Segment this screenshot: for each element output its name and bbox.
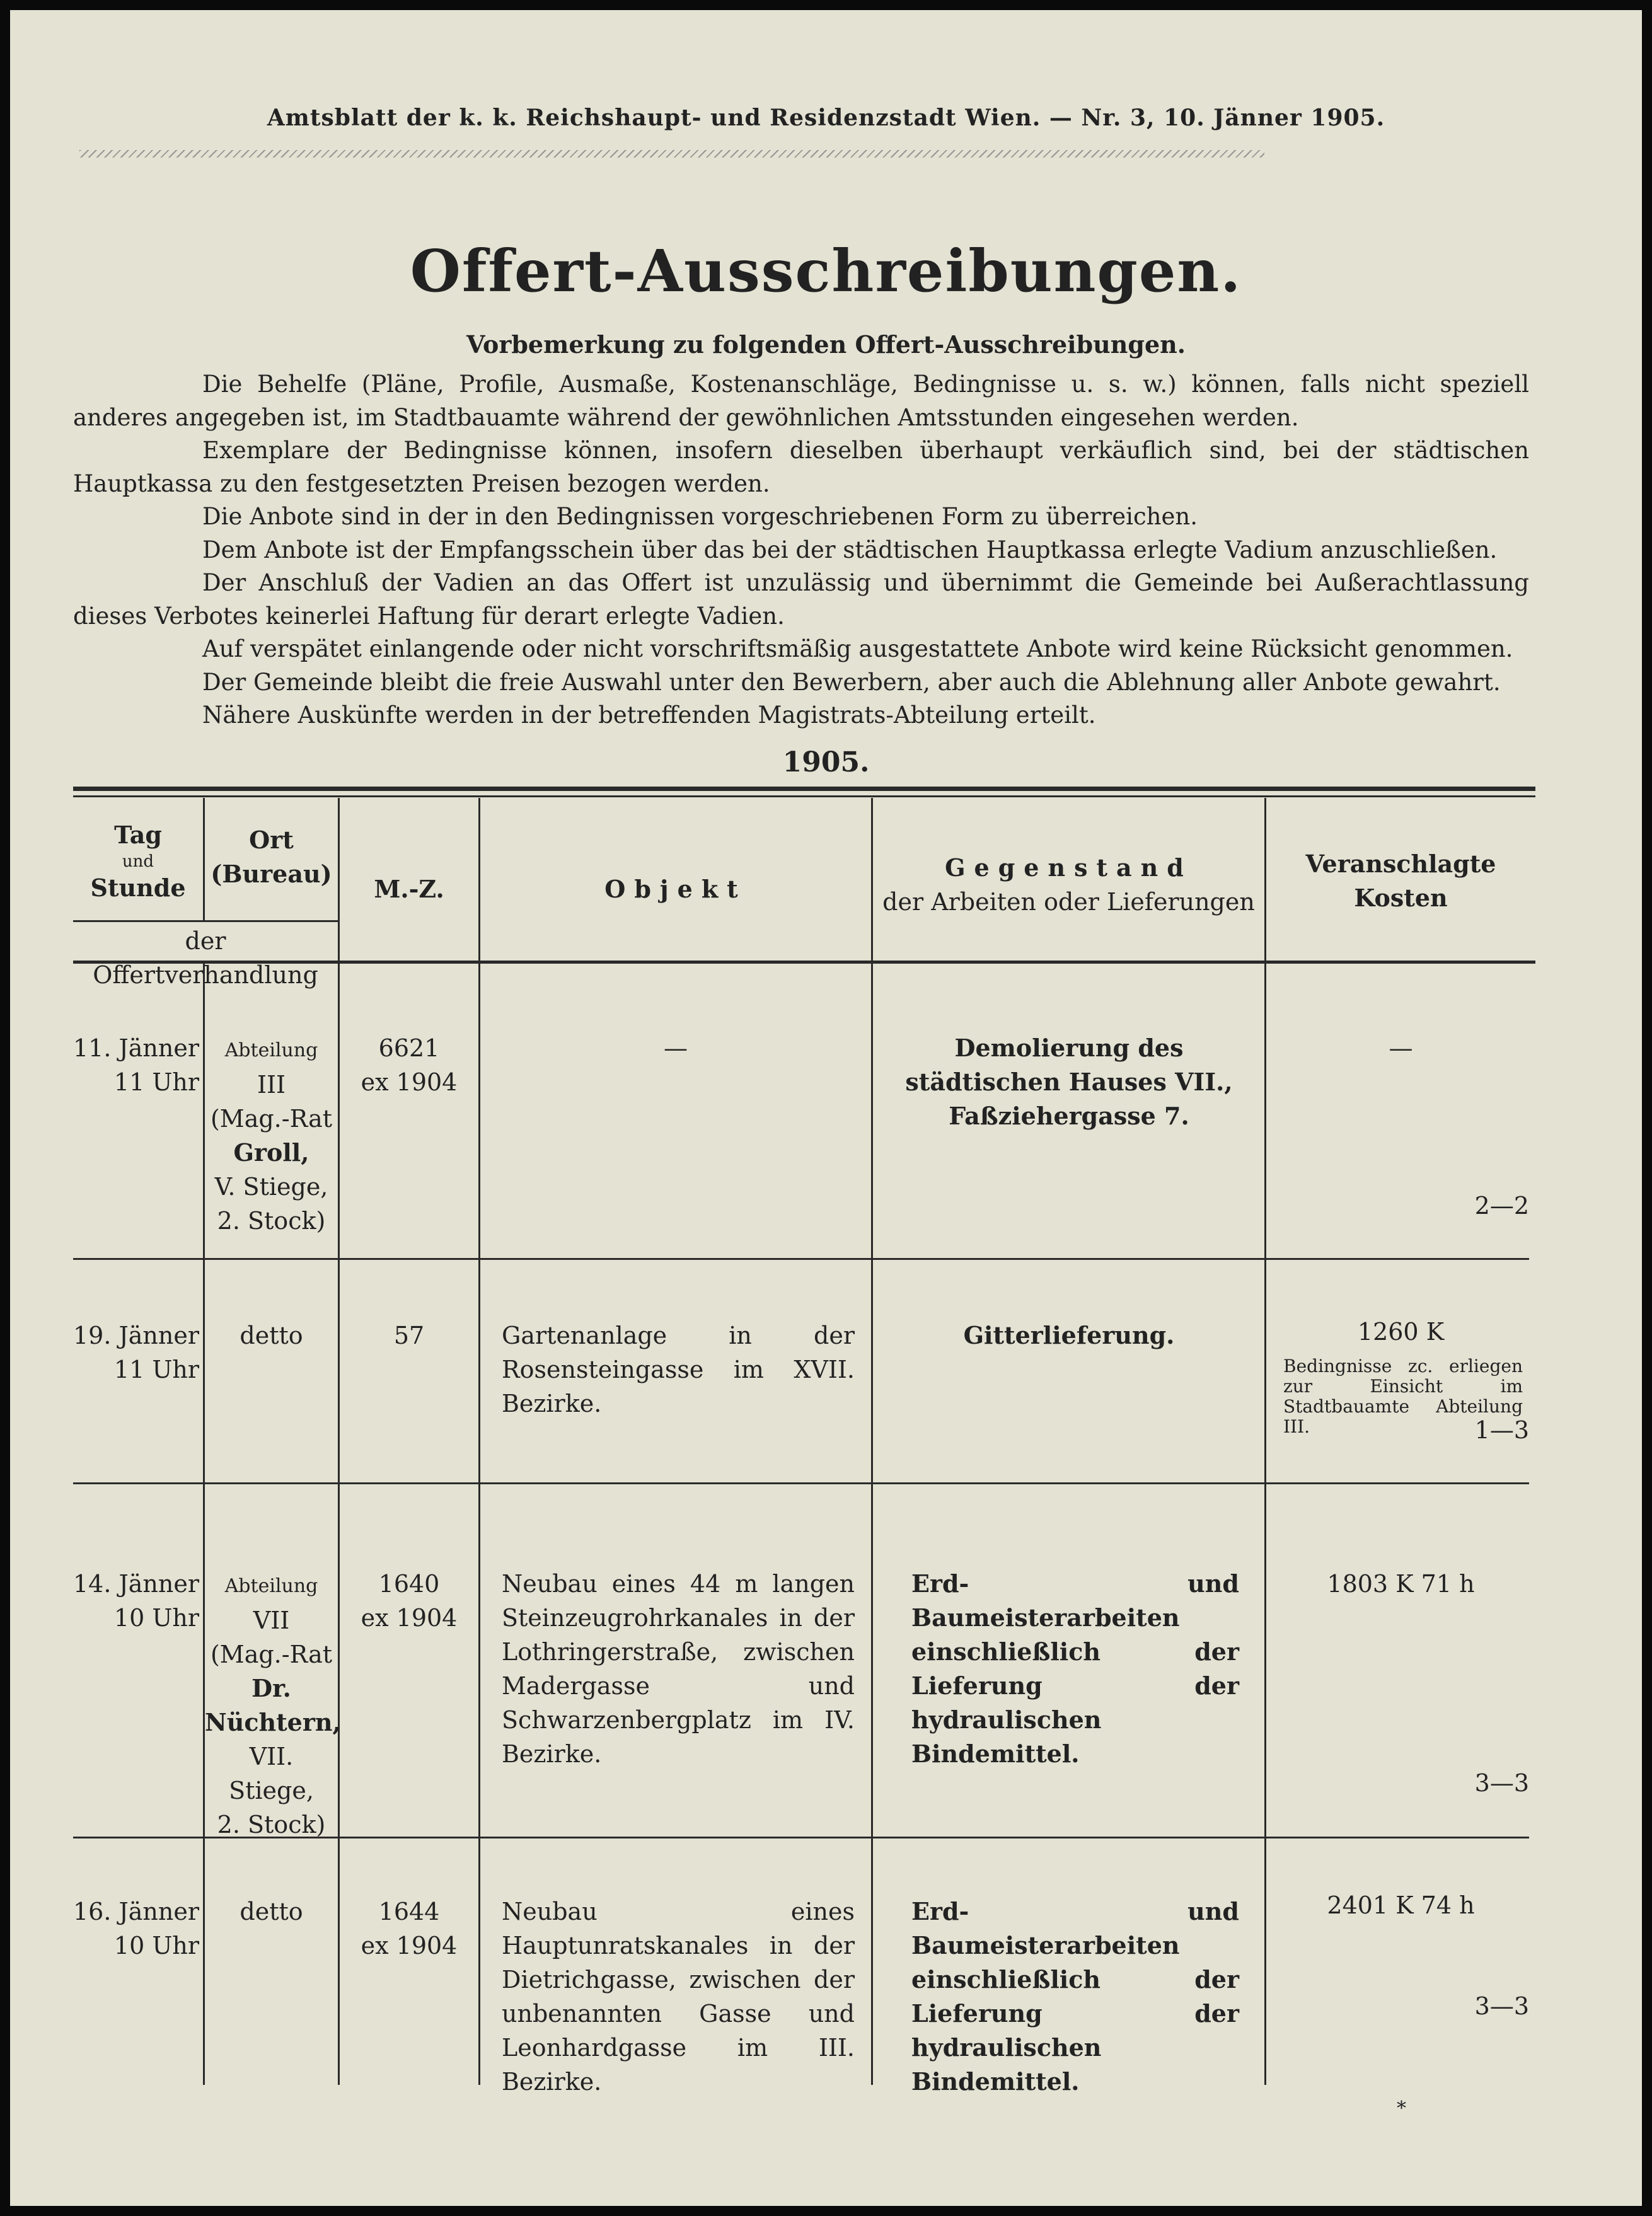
column-divider bbox=[478, 798, 480, 2085]
row-separator bbox=[73, 1258, 1529, 1260]
prelim-paragraph: Exemplare der Bedingnisse können, insofern dieselben überhaupt verkäuflich sind, bei der städtischen Hauptkassa zu den festgesetzten Preisen bezogen werden. bbox=[73, 437, 1529, 497]
table-row-date bbox=[73, 1031, 199, 1099]
preliminary-notes bbox=[73, 368, 1529, 732]
row-mz-line: ex 1904 bbox=[361, 1604, 458, 1632]
row-date: 11. Jänner bbox=[73, 1034, 200, 1062]
column-divider bbox=[338, 798, 340, 2085]
row-date: 19. Jänner bbox=[73, 1322, 200, 1349]
prelim-paragraph: Dem Anbote ist der Empfangsschein über das bei der städtischen Hauptkassa erlegte Vadium anzuschließen. bbox=[202, 536, 1498, 563]
header-stunde-label: Stunde bbox=[90, 874, 186, 902]
header-offertverhandlung: der Offertverhandlung bbox=[93, 927, 318, 989]
row-mz-line: 6621 bbox=[378, 1034, 440, 1062]
header-mz: M.-Z. bbox=[374, 875, 444, 903]
header-tag-stunde bbox=[73, 818, 203, 905]
table-row-ort: detto bbox=[240, 1898, 303, 1925]
table-top-rule-inner bbox=[73, 795, 1535, 797]
column-divider bbox=[871, 798, 873, 2085]
table-row-ref: 1—3 bbox=[1474, 1416, 1529, 1444]
table-row-ref: 3—3 bbox=[1474, 1992, 1529, 2020]
newspaper-page bbox=[10, 10, 1642, 2206]
row-time: 11 Uhr bbox=[113, 1356, 199, 1383]
table-row-mz: 57 bbox=[393, 1322, 425, 1349]
header-kosten-sub: Kosten bbox=[1354, 884, 1448, 912]
table-row-date bbox=[73, 1319, 199, 1387]
table-row-date bbox=[73, 1895, 199, 1963]
header-ort-bureau bbox=[205, 823, 338, 891]
header-tag-label: Tag bbox=[114, 821, 162, 849]
row-date: 14. Jänner bbox=[73, 1570, 200, 1598]
table-row-mz bbox=[340, 1031, 478, 1099]
row-time: 11 Uhr bbox=[113, 1068, 199, 1096]
prelim-paragraph: Der Anschluß der Vadien an das Offert ist unzulässig und übernimmt die Gemeinde bei Außerachtlassung dieses Verbotes keinerlei Haftung für derart erlegte Vadien. bbox=[73, 569, 1529, 630]
row-ort-line: V. Stiege, bbox=[214, 1173, 328, 1201]
year-heading: 1905. bbox=[782, 746, 870, 778]
header-ort-label: Ort bbox=[249, 826, 294, 854]
header-kosten bbox=[1266, 847, 1535, 915]
row-ort-label: Abteilung bbox=[224, 1575, 318, 1597]
row-separator bbox=[73, 1482, 1529, 1484]
row-time: 10 Uhr bbox=[113, 1604, 199, 1632]
row-ort-line: 2. Stock) bbox=[217, 1811, 326, 1838]
table-row-ort: detto bbox=[240, 1322, 303, 1349]
table-row-objekt: Neubau eines Hauptunratskanales in der Dietrichgasse, zwischen der unbenannten Gasse und Leonhardgasse im III. Bezirke. bbox=[502, 1898, 855, 2096]
table-row-gegenstand: Erd- und Baumeisterarbeiten einschließlich der Lieferung der hydraulischen Bindemittel. bbox=[911, 1897, 1239, 2096]
table-row-gegenstand: Gitterlieferung. bbox=[963, 1321, 1175, 1349]
table-row-kosten: 1260 K bbox=[1357, 1318, 1445, 1346]
row-ort-line: (Mag.-Rat bbox=[210, 1641, 333, 1668]
row-ort-line: Groll, bbox=[233, 1138, 309, 1167]
header-und-label: und bbox=[122, 852, 154, 871]
row-ort-line: III bbox=[257, 1071, 286, 1099]
header-rule bbox=[79, 150, 1264, 158]
header-gegenstand-label: Gegenstand bbox=[945, 853, 1193, 882]
table-row-condition: Bedingnisse zc. erliegen zur Einsicht im Stadtbauamte Abteilung III. bbox=[1283, 1356, 1523, 1437]
page-subtitle: Vorbemerkung zu folgenden Offert-Ausschreibungen. bbox=[466, 330, 1186, 359]
table-row-ort bbox=[205, 1567, 341, 1842]
row-time: 10 Uhr bbox=[113, 1932, 199, 1959]
prelim-paragraph: Auf verspätet einlangende oder nicht vorschriftsmäßig ausgestattete Anbote wird keine Rücksicht genommen. bbox=[202, 635, 1513, 662]
table-row-ref: 2—2 bbox=[1474, 1192, 1529, 1220]
prelim-paragraph: Die Anbote sind in der in den Bedingnissen vorgeschriebenen Form zu überreichen. bbox=[202, 503, 1198, 530]
row-mz-line: ex 1904 bbox=[361, 1068, 458, 1096]
row-date: 16. Jänner bbox=[73, 1898, 200, 1925]
table-row-ref: 3—3 bbox=[1474, 1769, 1529, 1797]
row-mz-line: 1640 bbox=[378, 1570, 440, 1598]
table-row-objekt: Neubau eines 44 m langen Steinzeugrohrkanales in der Lothringerstraße, zwischen Madergasse und Schwarzenbergplatz im IV. Bezirke. bbox=[502, 1570, 855, 1768]
table-row-kosten: — bbox=[1389, 1034, 1413, 1062]
header-kosten-label: Veranschlagte bbox=[1305, 850, 1496, 878]
prelim-paragraph: Die Behelfe (Pläne, Profile, Ausmaße, Kostenanschläge, Bedingnisse u. s. w.) können, falls nicht speziell anderes angegeben ist, im Stadtbauamte während der gewöhnlichen Amtsstunden eingesehen werden. bbox=[73, 371, 1529, 431]
table-row-objekt: Gartenanlage in der Rosensteingasse im XVII. Bezirke. bbox=[502, 1322, 855, 1417]
row-ort-line: Nüchtern, bbox=[205, 1708, 341, 1736]
header-gegenstand-sub: der Arbeiten oder Lieferungen bbox=[882, 888, 1255, 916]
row-ort-line: Dr. bbox=[251, 1674, 291, 1702]
table-row-date bbox=[73, 1567, 199, 1635]
table-top-rule bbox=[73, 787, 1535, 791]
page-title: Offert-Ausschreibungen. bbox=[410, 237, 1242, 305]
table-row-gegenstand: Demolierung des städtischen Hauses VII., Faßziehergasse 7. bbox=[905, 1034, 1233, 1130]
prelim-paragraph: Nähere Auskünfte werden in der betreffenden Magistrats-Abteilung erteilt. bbox=[202, 701, 1096, 729]
table-row-gegenstand: Erd- und Baumeisterarbeiten einschließlich der Lieferung der hydraulischen Bindemittel. bbox=[911, 1569, 1239, 1768]
header-objekt: Objekt bbox=[604, 875, 747, 903]
row-mz-line: ex 1904 bbox=[361, 1932, 458, 1959]
header-gegenstand bbox=[873, 851, 1264, 919]
table-row-objekt: — bbox=[664, 1034, 688, 1062]
row-ort-line: VII. Stiege, bbox=[229, 1743, 314, 1804]
table-row-kosten: 2401 K 74 h bbox=[1327, 1891, 1475, 1919]
table-row-mz bbox=[340, 1567, 478, 1635]
row-ort-label: Abteilung bbox=[224, 1039, 318, 1061]
footer-mark: * bbox=[1397, 2098, 1406, 2120]
page-header: Amtsblatt der k. k. Reichshaupt- und Residenzstadt Wien. — Nr. 3, 10. Jänner 1905. bbox=[267, 105, 1385, 131]
table-row-kosten: 1803 K 71 h bbox=[1327, 1570, 1475, 1598]
header-span-rule bbox=[73, 920, 338, 922]
row-mz-line: 1644 bbox=[378, 1898, 440, 1925]
prelim-paragraph: Der Gemeinde bleibt die freie Auswahl unter den Bewerbern, aber auch die Ablehnung aller Anbote gewahrt. bbox=[202, 668, 1501, 696]
header-bureau-label: (Bureau) bbox=[211, 860, 332, 888]
table-row-ort bbox=[205, 1031, 338, 1238]
row-ort-line: 2. Stock) bbox=[217, 1207, 326, 1235]
table-row-mz bbox=[340, 1895, 478, 1963]
row-ort-line: (Mag.-Rat bbox=[210, 1105, 333, 1133]
row-ort-line: VII bbox=[253, 1607, 290, 1634]
